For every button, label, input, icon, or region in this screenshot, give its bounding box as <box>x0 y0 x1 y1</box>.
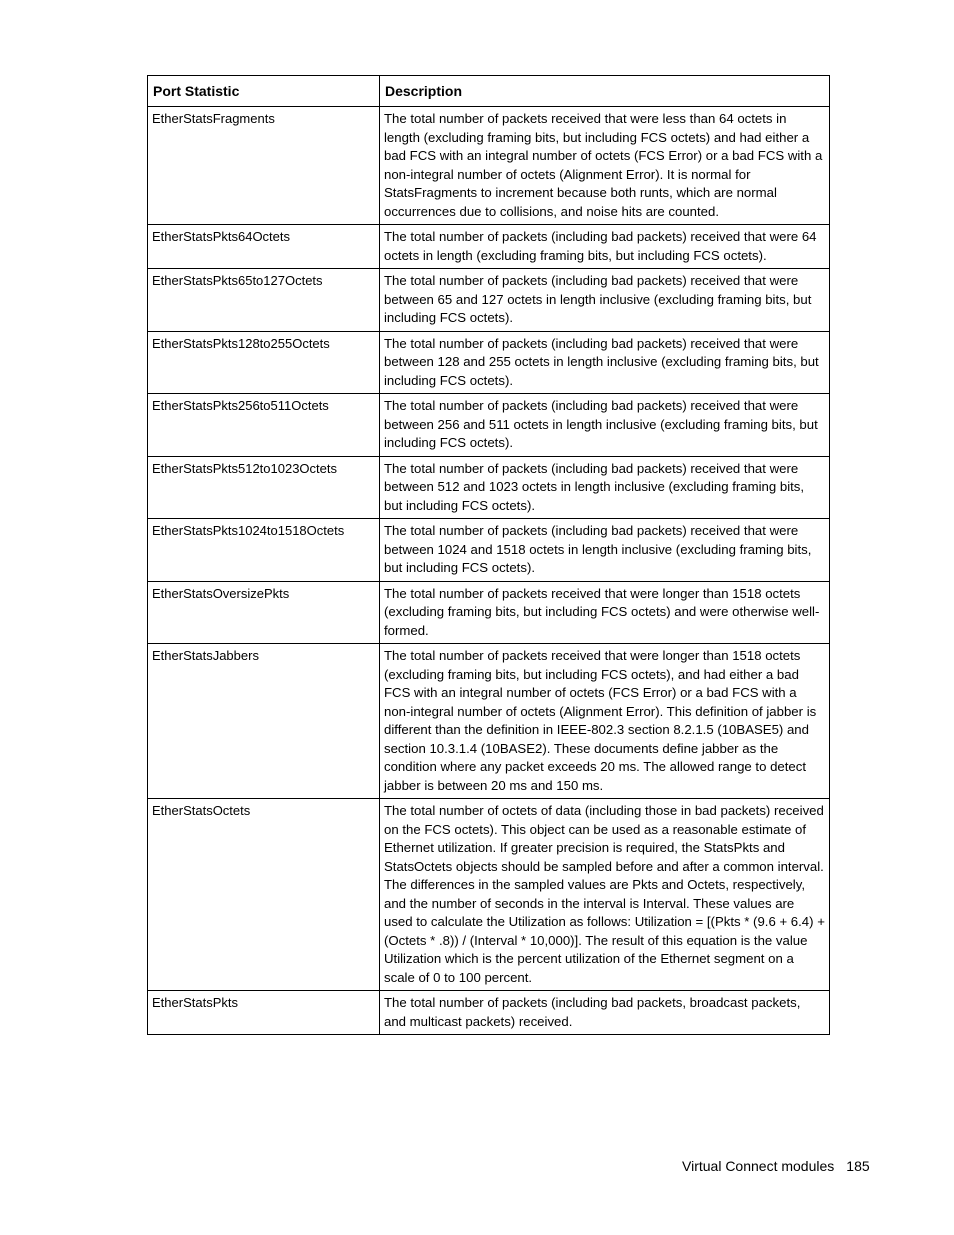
statistic-description: The total number of packets received that were less than 64 octets in length (excluding framing bits, but including FCS octets) and had either a bad FCS with an integral number of octets (FCS Error) or a bad FCS with a non-integral number of octets (Alignment Error). It is normal for StatsFragments to increment because both runts, which are normal occurrences due to collisions, and noise hits are counted. <box>380 107 830 225</box>
statistic-description: The total number of packets (including bad packets) received that were between 128 and 255 octets in length inclusive (excluding framing bits, but including FCS octets). <box>380 331 830 394</box>
statistic-description: The total number of packets (including bad packets) received that were between 256 and 511 octets in length inclusive (excluding framing bits, but including FCS octets). <box>380 394 830 457</box>
page-footer <box>682 1158 870 1174</box>
statistic-description: The total number of octets of data (including those in bad packets) received on the FCS octets). This object can be used as a reasonable estimate of Ethernet utilization. If greater precision is required, the StatsPkts and StatsOctets objects should be sampled before and after a common interval. The differences in the sampled values are Pkts and Octets, respectively, and the number of seconds in the interval is Interval. These values are used to calculate the Utilization as follows: Utilization = [(Pkts * (9.6 + 6.4) + (Octets * .8)) / (Interval * 10,000)]. The result of this equation is the value Utilization which is the percent utilization of the Ethernet segment on a scale of 0 to 100 percent. <box>380 799 830 991</box>
statistic-name: EtherStatsPkts128to255Octets <box>148 331 380 394</box>
statistic-description: The total number of packets (including bad packets, broadcast packets, and multicast packets) received. <box>380 991 830 1035</box>
statistic-description: The total number of packets received that were longer than 1518 octets (excluding framing bits, but including FCS octets) and were otherwise well-formed. <box>380 581 830 644</box>
table-row <box>148 107 830 225</box>
header-description: Description <box>380 76 830 107</box>
table-row <box>148 225 830 269</box>
table-row <box>148 991 830 1035</box>
statistic-name: EtherStatsPkts512to1023Octets <box>148 456 380 519</box>
statistic-name: EtherStatsFragments <box>148 107 380 225</box>
table-row <box>148 644 830 799</box>
statistic-name: EtherStatsOctets <box>148 799 380 991</box>
table-row <box>148 581 830 644</box>
statistic-name: EtherStatsOversizePkts <box>148 581 380 644</box>
statistic-name: EtherStatsPkts65to127Octets <box>148 269 380 332</box>
statistic-name: EtherStatsPkts256to511Octets <box>148 394 380 457</box>
table-row <box>148 519 830 582</box>
page-number: 185 <box>846 1158 870 1174</box>
table-row <box>148 799 830 991</box>
statistic-description: The total number of packets (including bad packets) received that were between 65 and 127 octets in length inclusive (excluding framing bits, but including FCS octets). <box>380 269 830 332</box>
statistic-description: The total number of packets (including bad packets) received that were between 1024 and 1518 octets in length inclusive (excluding framing bits, but including FCS octets). <box>380 519 830 582</box>
table-row <box>148 269 830 332</box>
statistic-description: The total number of packets (including bad packets) received that were between 512 and 1023 octets in length inclusive (excluding framing bits, but including FCS octets). <box>380 456 830 519</box>
header-port-statistic: Port Statistic <box>148 76 380 107</box>
footer-section-title: Virtual Connect modules <box>682 1158 835 1174</box>
statistic-description: The total number of packets received that were longer than 1518 octets (excluding framing bits, but including FCS octets), and had either a bad FCS with an integral number of octets (FCS Error) or a bad FCS with a non-integral number of octets (Alignment Error). This definition of jabber is different than the definition in IEEE-802.3 section 8.2.1.5 (10BASE5) and section 10.3.1.4 (10BASE2). These documents define jabber as the condition where any packet exceeds 20 ms. The allowed range to detect jabber is between 20 ms and 150 ms. <box>380 644 830 799</box>
table-row <box>148 394 830 457</box>
statistic-name: EtherStatsPkts1024to1518Octets <box>148 519 380 582</box>
table-header-row <box>148 76 830 107</box>
statistic-name: EtherStatsJabbers <box>148 644 380 799</box>
table-row <box>148 331 830 394</box>
port-statistics-table <box>147 75 830 1035</box>
table-row <box>148 456 830 519</box>
statistic-name: EtherStatsPkts <box>148 991 380 1035</box>
statistic-description: The total number of packets (including bad packets) received that were 64 octets in length (excluding framing bits, but including FCS octets). <box>380 225 830 269</box>
statistic-name: EtherStatsPkts64Octets <box>148 225 380 269</box>
